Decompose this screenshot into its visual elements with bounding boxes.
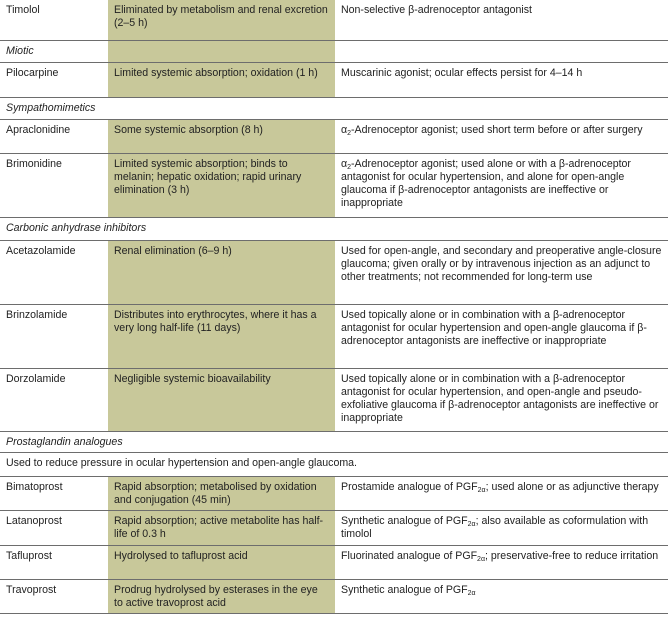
section-heading-row (0, 431, 668, 452)
table-row (0, 368, 668, 431)
section-heading-row (0, 97, 668, 119)
pharmacokinetics: Distributes into erythrocytes, where it has a very long half-life (11 days) (114, 308, 317, 334)
drug-name: Timolol (6, 4, 40, 16)
drug-name: Brimonidine (6, 157, 62, 170)
pharmacokinetics: Rapid absorption; active metabolite has half-life of 0.3 h (114, 514, 324, 540)
pharmacokinetics: Negligible systemic bioavailability (114, 372, 271, 385)
pharmacokinetics: Limited systemic absorption; binds to melanin; hepatic oxidation; rapid urinary elimination (3 h) (114, 157, 302, 196)
table-row (0, 579, 668, 613)
pharmacokinetics: Eliminated by metabolism and renal excretion (2–5 h) (114, 4, 328, 29)
section-note: Used to reduce pressure in ocular hypertension and open-angle glaucoma. (6, 456, 357, 469)
drug-name: Acetazolamide (6, 244, 76, 257)
section-note-row (0, 452, 668, 476)
drug-name: Pilocarpine (6, 66, 59, 79)
table-row (0, 0, 668, 40)
table-row (0, 476, 668, 510)
notes: Used topically alone or in combination with a β-adrenoceptor antagonist for ocular hypertension and open-angle glaucoma if β-adrenoceptor antagonists are ineffective or inappropriate (341, 308, 647, 347)
table-row (0, 153, 668, 217)
table-row (0, 545, 668, 579)
section-heading-row (0, 217, 668, 240)
notes: $\alpha_2$-Adrenoceptor agonist; used short term before or after surgery (341, 123, 643, 137)
pharmacokinetics: Rapid absorption; metabolised by oxidation and conjugation (45 min) (114, 480, 317, 506)
drug-name: Brinzolamide (6, 308, 68, 321)
drug-name: Dorzolamide (6, 372, 66, 385)
section-heading-row (0, 40, 668, 62)
notes: Synthetic analogue of $PGF_{2\alpha}$ (341, 583, 476, 597)
drug-name: Travoprost (6, 583, 57, 596)
table-row (0, 119, 668, 153)
notes: Synthetic analogue of $PGF_{2\alpha}$; also available as coformulation with timolol (341, 514, 649, 540)
drug-name: Bimatoprost (6, 480, 63, 493)
section-heading: Sympathomimetics (6, 101, 96, 114)
section-heading: Prostaglandin analogues (6, 435, 123, 448)
table-row (0, 510, 668, 545)
section-heading: Miotic (6, 44, 34, 57)
drug-name: Latanoprost (6, 514, 62, 527)
pharmacokinetics: Limited systemic absorption; oxidation (1 h) (114, 66, 318, 79)
notes: Used topically alone or in combination with a β-adrenoceptor antagonist for ocular hypertension, and open-angle and pseudo-exfoliative glaucoma if β-adrenoceptor antagonists are ineffective or inappropriate (341, 372, 659, 424)
table-row (0, 240, 668, 304)
notes: Used for open-angle, and secondary and preoperative angle-closure glaucoma; given orally or by intravenous injection as an adjunct to other treatments; not recommended for long-term use (341, 244, 662, 283)
notes: $\alpha_2$-Adrenoceptor agonist; used alone or with a β-adrenoceptor antagonist for ocular hypertension, and alone for open-angle glaucoma if β-adrenoceptor antagonists are ineffective or inappropriate (341, 157, 631, 209)
table-row (0, 304, 668, 368)
drug-name: Tafluprost (6, 549, 52, 562)
pharmacokinetics: Prodrug hydrolysed by esterases in the eye to active travoprost acid (114, 583, 318, 609)
pharmacokinetics: Some systemic absorption (8 h) (114, 123, 263, 136)
notes: Muscarinic agonist; ocular effects persist for 4–14 h (341, 66, 583, 79)
drug-name: Apraclonidine (6, 123, 71, 136)
notes: Non-selective β-adrenoceptor antagonist (341, 4, 533, 16)
notes: Fluorinated analogue of $PGF_{2\alpha}$; preservative-free to reduce irritation (341, 549, 659, 563)
section-heading: Carbonic anhydrase inhibitors (6, 221, 147, 234)
notes: Prostamide analogue of $PGF_{2\alpha}$; used alone or as adjunctive therapy (341, 480, 659, 494)
table-row (0, 62, 668, 97)
pharmacokinetics: Hydrolysed to tafluprost acid (114, 549, 248, 562)
pharmacokinetics: Renal elimination (6–9 h) (114, 244, 232, 257)
